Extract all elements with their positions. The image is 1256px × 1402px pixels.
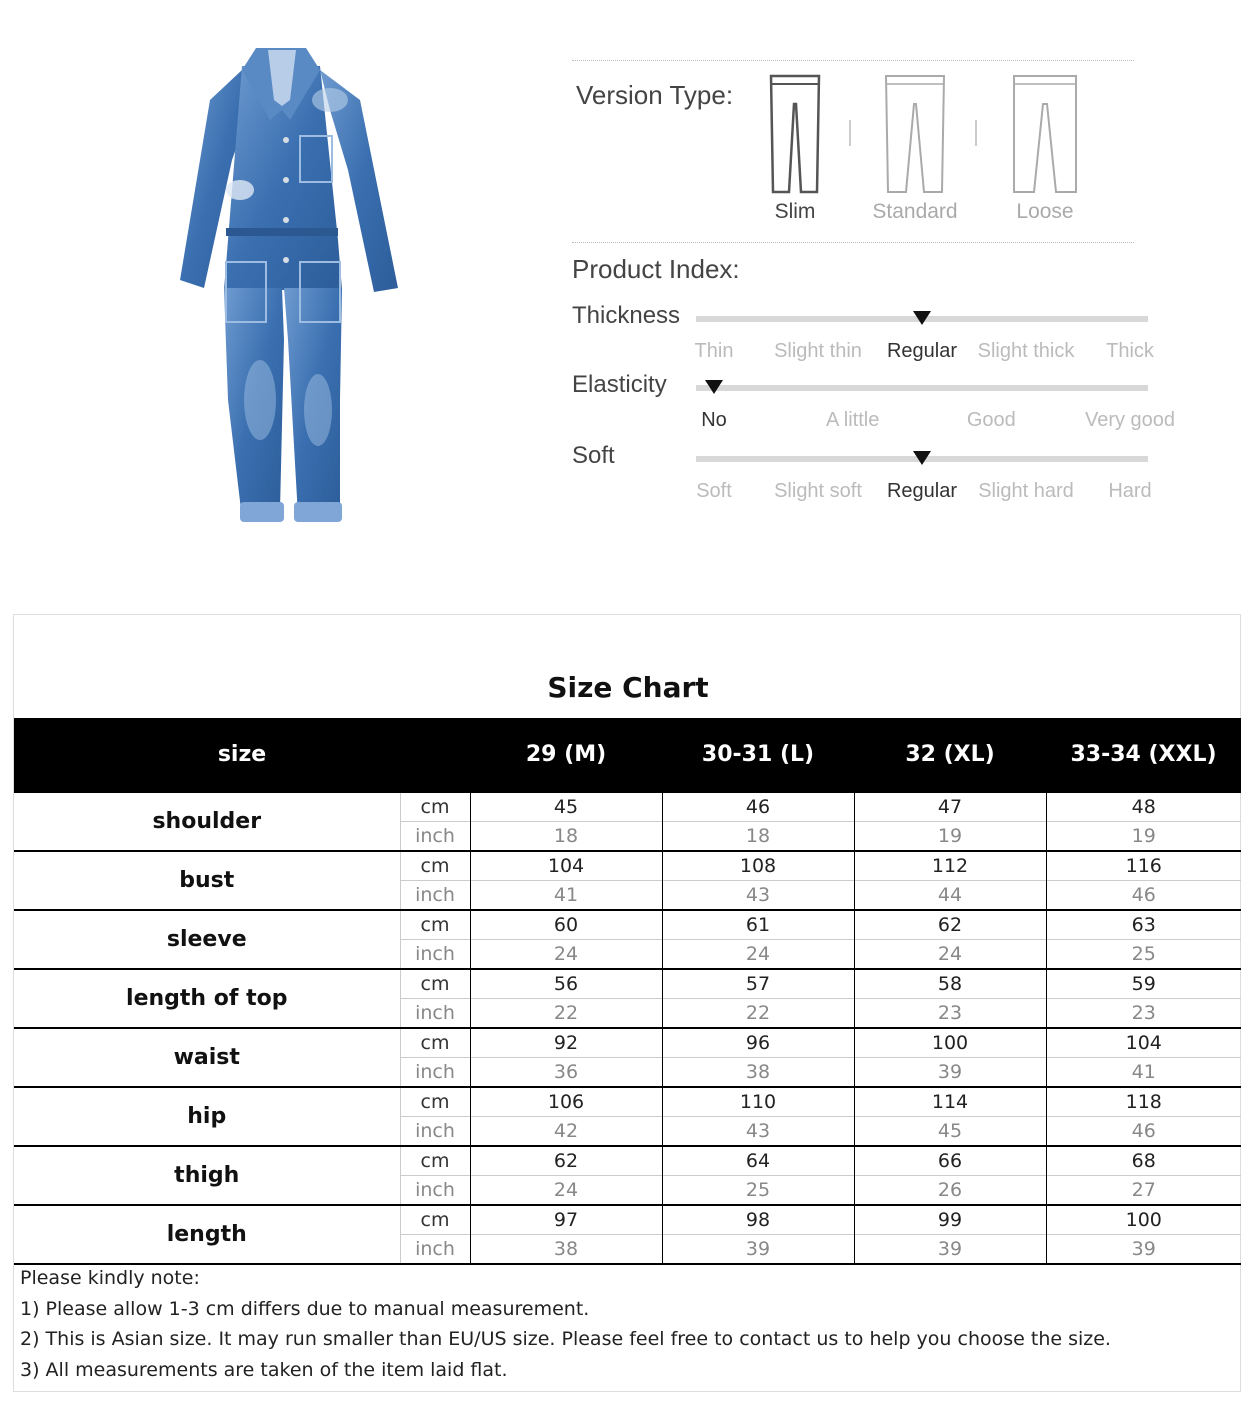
cell-cm: 68 [1046,1146,1241,1176]
cell-inch: 44 [854,881,1046,911]
table-row [14,969,1241,999]
index-option: Thick [1106,340,1154,362]
cell-cm: 118 [1046,1087,1241,1117]
header-size: size [14,718,470,792]
measurement-name: waist [14,1028,400,1087]
unit-inch: inch [400,1058,470,1088]
table-row [14,910,1241,940]
table-row [14,1087,1241,1117]
cell-inch: 39 [662,1235,854,1265]
version-type-heading: Version Type: [576,80,734,110]
index-option: A little [825,409,880,431]
cell-inch: 18 [470,822,662,852]
cell-inch: 38 [470,1235,662,1265]
cell-cm: 64 [662,1146,854,1176]
cell-inch: 24 [470,940,662,970]
cell-cm: 63 [1046,910,1241,940]
index-option: Slight soft [774,480,862,502]
measurement-name: hip [14,1087,400,1146]
note-line: 2) This is Asian size. It may run smaller than EU/US size. Please feel free to contact us to help you choose the size. [20,1328,1111,1350]
cell-cm: 58 [854,969,1046,999]
cell-cm: 62 [470,1146,662,1176]
cell-cm: 46 [662,792,854,822]
unit-cm: cm [400,1087,470,1117]
standard-pants-icon [880,70,950,196]
table-row [14,1205,1241,1235]
version-loose [1000,70,1090,224]
size-notes [20,1263,1230,1385]
index-row-label: Elasticity [572,371,667,398]
cell-inch: 36 [470,1058,662,1088]
size-chart [13,614,1241,1392]
note-line: 3) All measurements are taken of the item laid flat. [20,1358,508,1381]
unit-cm: cm [400,969,470,999]
cell-inch: 19 [1046,822,1241,852]
index-option: Hard [1108,480,1152,502]
unit-inch: inch [400,1117,470,1147]
cell-inch: 39 [1046,1235,1241,1265]
index-row-thickness [572,302,1152,362]
cell-cm: 112 [854,851,1046,881]
unit-cm: cm [400,851,470,881]
measurement-name: length of top [14,969,400,1028]
cell-cm: 45 [470,792,662,822]
cell-cm: 57 [662,969,854,999]
denim-jumpsuit-illustration [170,40,410,540]
cell-inch: 45 [854,1117,1046,1147]
unit-cm: cm [400,1205,470,1235]
unit-inch: inch [400,1235,470,1265]
measurement-name: sleeve [14,910,400,969]
cell-inch: 24 [662,940,854,970]
size-chart-title: Size Chart [547,671,709,704]
cell-inch: 42 [470,1117,662,1147]
product-spec-panel [572,0,1176,520]
cell-cm: 110 [662,1087,854,1117]
header-size-m: 29 (M) [470,718,662,792]
note-line: 1) Please allow 1-3 cm differs due to manual measurement. [20,1297,590,1320]
index-row-label: Soft [572,442,615,469]
separator [849,120,851,146]
unit-inch: inch [400,1176,470,1206]
index-option: Regular [886,340,958,362]
header-size-xxl: 33-34 (XXL) [1046,718,1241,792]
version-slim [750,70,840,224]
divider [572,242,1134,243]
index-option: Slight thick [977,340,1075,362]
loose-pants-icon [1010,70,1080,196]
cell-cm: 59 [1046,969,1241,999]
cell-inch: 18 [662,822,854,852]
unit-inch: inch [400,940,470,970]
measurement-name: thigh [14,1146,400,1205]
cell-inch: 39 [854,1058,1046,1088]
measurement-name: shoulder [14,792,400,851]
index-row-soft [572,442,1152,502]
cell-inch: 43 [662,881,854,911]
cell-cm: 92 [470,1028,662,1058]
cell-cm: 99 [854,1205,1046,1235]
unit-cm: cm [400,1028,470,1058]
cell-inch: 38 [662,1058,854,1088]
table-row [14,851,1241,881]
cell-inch: 39 [854,1235,1046,1265]
cell-cm: 48 [1046,792,1241,822]
cell-inch: 27 [1046,1176,1241,1206]
cell-cm: 114 [854,1087,1046,1117]
index-option: Very good [1084,409,1176,431]
unit-inch: inch [400,999,470,1029]
unit-cm: cm [400,792,470,822]
version-standard-label: Standard [872,200,958,223]
cell-inch: 25 [1046,940,1241,970]
cell-cm: 98 [662,1205,854,1235]
index-option: Good [966,409,1016,431]
cell-inch: 23 [1046,999,1241,1029]
cell-cm: 104 [470,851,662,881]
cell-inch: 25 [662,1176,854,1206]
header-size-xl: 32 (XL) [854,718,1046,792]
cell-cm: 116 [1046,851,1241,881]
version-slim-label: Slim [774,200,816,223]
version-standard [870,70,960,224]
cell-cm: 62 [854,910,1046,940]
index-row-elasticity [572,371,1176,431]
divider [572,60,1134,61]
unit-cm: cm [400,1146,470,1176]
header-size-l: 30-31 (L) [662,718,854,792]
cell-cm: 56 [470,969,662,999]
cell-cm: 100 [1046,1205,1241,1235]
cell-cm: 47 [854,792,1046,822]
table-row [14,1146,1241,1176]
cell-inch: 24 [470,1176,662,1206]
cell-inch: 23 [854,999,1046,1029]
product-index-heading: Product Index: [572,254,740,284]
unit-inch: inch [400,881,470,911]
cell-cm: 104 [1046,1028,1241,1058]
measurement-name: bust [14,851,400,910]
separator [975,120,977,146]
product-info-section [0,0,1256,600]
size-table-header [14,718,1241,792]
unit-inch: inch [400,822,470,852]
index-row-label: Thickness [572,302,681,329]
index-option: Soft [696,480,732,502]
cell-cm: 60 [470,910,662,940]
index-scale-bar [696,385,1148,391]
index-marker-icon [913,311,931,325]
cell-inch: 41 [470,881,662,911]
cell-inch: 41 [1046,1058,1241,1088]
cell-inch: 43 [662,1117,854,1147]
cell-inch: 26 [854,1176,1046,1206]
table-row [14,1028,1241,1058]
size-table [14,718,1241,1265]
cell-inch: 46 [1046,1117,1241,1147]
cell-cm: 61 [662,910,854,940]
index-option: Regular [886,480,958,502]
product-image [170,40,410,540]
cell-inch: 22 [662,999,854,1029]
unit-cm: cm [400,910,470,940]
cell-inch: 46 [1046,881,1241,911]
index-option: Slight thin [774,340,862,362]
cell-cm: 108 [662,851,854,881]
index-option: Thin [694,340,734,362]
cell-inch: 19 [854,822,1046,852]
cell-cm: 66 [854,1146,1046,1176]
table-row [14,792,1241,822]
cell-cm: 106 [470,1087,662,1117]
note-line: Please kindly note: [20,1267,200,1289]
cell-inch: 24 [854,940,1046,970]
version-loose-label: Loose [1016,200,1074,223]
cell-inch: 22 [470,999,662,1029]
index-marker-icon [913,451,931,465]
index-option: Slight hard [978,480,1074,502]
index-option: No [701,409,727,431]
cell-cm: 100 [854,1028,1046,1058]
cell-cm: 97 [470,1205,662,1235]
measurement-name: length [14,1205,400,1264]
cell-cm: 96 [662,1028,854,1058]
slim-pants-icon [765,70,825,196]
index-marker-icon [705,380,723,394]
